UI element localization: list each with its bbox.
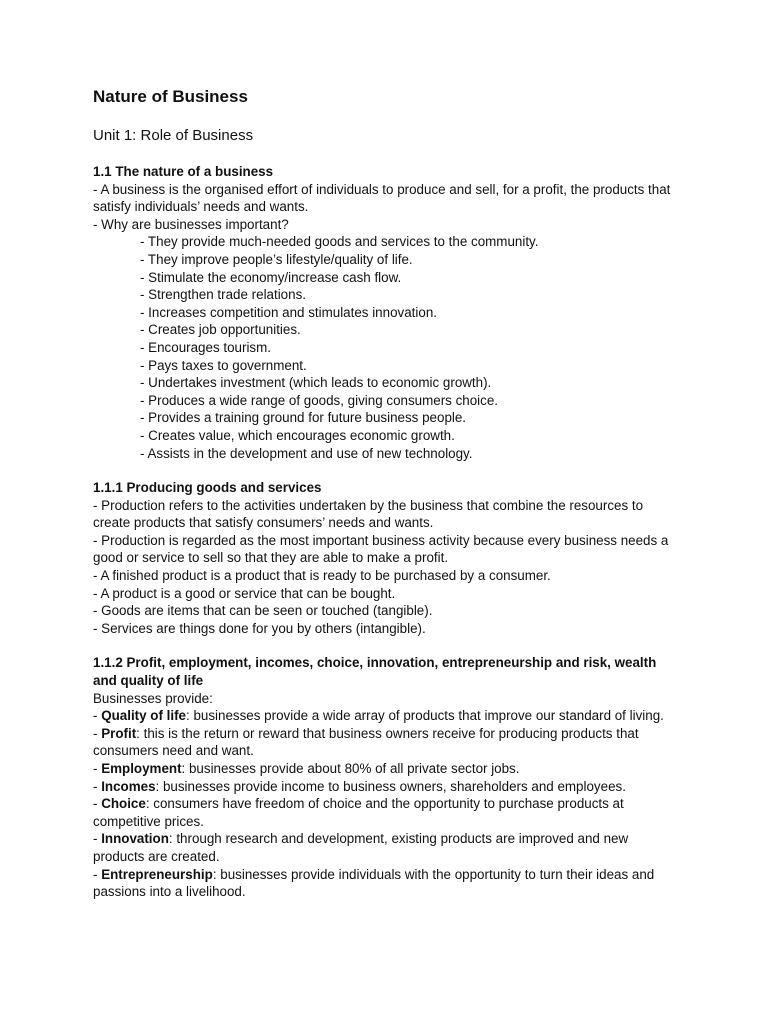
definition: : this is the return or reward that business owners receive for producing products that consumers need and want.	[93, 725, 639, 759]
list-item: - Provides a training ground for future business people.	[140, 410, 467, 426]
paragraph: - A business is the organised effort of individuals to produce and sell, for a profit, the products that satisfy individuals’ needs and wants.	[93, 181, 671, 215]
document-title: Nature of Business	[93, 87, 248, 106]
list-item: - Encourages tourism.	[140, 339, 271, 355]
section-heading: 1.1.2 Profit, employment, incomes, choice, innovation, entrepreneurship and risk, wealth and quality of life	[93, 655, 657, 689]
section-producing-goods	[93, 479, 683, 637]
paragraph: - Production is regarded as the most important business activity because every business needs a good or service to sell so that they are able to make a profit.	[93, 532, 669, 566]
definition: : businesses provide about 80% of all private sector jobs.	[181, 761, 520, 776]
term: Employment	[101, 761, 182, 776]
list-item: - Employment: businesses provide about 80% of all private sector jobs.	[93, 761, 520, 776]
document-page	[93, 86, 683, 901]
list-item: - Undertakes investment (which leads to economic growth).	[140, 375, 492, 391]
list-item: - Profit: this is the return or reward that business owners receive for producing products that consumers need and want.	[93, 725, 639, 759]
definition: : consumers have freedom of choice and the opportunity to purchase products at competitive prices.	[93, 796, 624, 829]
bullet-list	[93, 233, 683, 462]
term: Choice	[101, 796, 146, 812]
section-heading: 1.1 The nature of a business	[93, 164, 274, 179]
list-item: - Pays taxes to government.	[140, 357, 307, 373]
list-item: - Produces a wide range of goods, giving consumers choice.	[140, 392, 499, 408]
definition: : businesses provide individuals with the opportunity to turn their ideas and passions into a livelihood.	[93, 866, 655, 900]
term: Innovation	[101, 831, 169, 847]
list-item: - They improve people’s lifestyle/quality of life.	[140, 251, 413, 267]
section-profit-employment	[93, 654, 683, 900]
paragraph: - Goods are items that can be seen or touched (tangible).	[93, 603, 433, 619]
list-item: - Incomes: businesses provide income to business owners, shareholders and employees.	[93, 778, 626, 794]
list-item: - Assists in the development and use of new technology.	[140, 445, 473, 461]
section-nature-of-business	[93, 163, 683, 462]
list-item: - Choice: consumers have freedom of choice and the opportunity to purchase products at competitive prices.	[93, 796, 624, 829]
definition: : businesses provide a wide array of products that improve our standard of living.	[186, 708, 664, 724]
term: Incomes	[101, 778, 156, 794]
paragraph: Businesses provide:	[93, 690, 213, 706]
list-item: - Increases competition and stimulates innovation.	[140, 304, 437, 320]
term: Entrepreneurship	[101, 866, 213, 882]
list-item: - Entrepreneurship: businesses provide individuals with the opportunity to turn their ideas and passions into a livelihood.	[93, 866, 655, 900]
term: Profit	[101, 725, 137, 741]
list-item: - Creates job opportunities.	[140, 322, 301, 338]
list-item: - Stimulate the economy/increase cash flow.	[140, 269, 402, 285]
definition: : businesses provide income to business owners, shareholders and employees.	[155, 778, 626, 794]
paragraph: - A finished product is a product that is ready to be purchased by a consumer.	[93, 568, 551, 584]
unit-heading: Unit 1: Role of Business	[93, 127, 254, 144]
list-item: - Innovation: through research and development, existing products are improved and new products are created.	[93, 831, 629, 864]
paragraph: - Why are businesses important?	[93, 216, 289, 232]
list-item: - Creates value, which encourages economic growth.	[140, 427, 455, 443]
definition: : through research and development, existing products are improved and new products are created.	[93, 831, 629, 864]
section-heading: 1.1.1 Producing goods and services	[93, 480, 322, 496]
paragraph: - A product is a good or service that can be bought.	[93, 585, 396, 601]
paragraph: - Production refers to the activities undertaken by the business that combine the resources to create products that satisfy consumers’ needs and wants.	[93, 497, 644, 531]
term: Quality of life	[101, 708, 187, 724]
paragraph: - Services are things done for you by others (intangible).	[93, 620, 426, 636]
list-item: - Strengthen trade relations.	[140, 287, 306, 303]
list-item: - Quality of life: businesses provide a wide array of products that improve our standard of living.	[93, 708, 664, 724]
list-item: - They provide much-needed goods and services to the community.	[140, 234, 539, 250]
